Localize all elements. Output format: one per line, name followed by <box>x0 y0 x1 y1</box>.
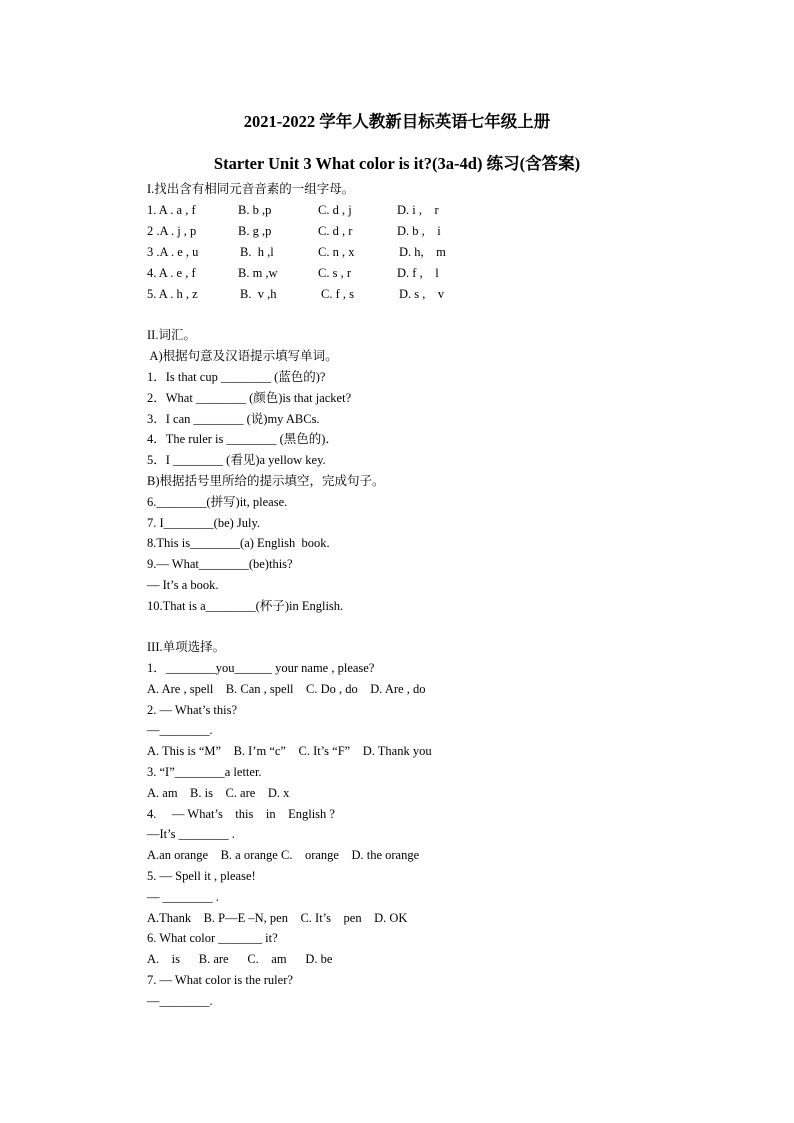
option-cell: 2 .A . j , p <box>147 224 197 238</box>
question-item: 10.That is a________(杯子)in English. <box>147 599 344 613</box>
option-cell: D. b , i <box>397 224 441 238</box>
option-cell: D. s , v <box>399 287 445 301</box>
option-cell: 4. A . e , f <box>147 266 196 280</box>
question-item: 8.This is________(a) English book. <box>147 536 330 550</box>
question-line: 2. — What’s this? <box>147 703 238 717</box>
option-cell: C. n , x <box>318 245 355 259</box>
document-subtitle: Starter Unit 3 What color is it?(3a-4d) 练习(含答案) <box>213 154 581 173</box>
question-item: 5．I ________ (看见)a yellow key. <box>147 453 326 467</box>
section-2-heading: II.词汇。 <box>147 328 196 342</box>
option-cell: D. h, m <box>399 245 446 259</box>
question-line: 4. — What’s this in English ? <box>147 807 335 821</box>
question-line: 5. — Spell it , please! <box>147 869 256 883</box>
option-cell: C. f , s <box>321 287 354 301</box>
section-2b-instruction: B)根据括号里所给的提示填空，完成句子。 <box>147 474 385 488</box>
option-cell: C. s , r <box>318 266 351 280</box>
question-line: 6. What color _______ it? <box>147 931 278 945</box>
option-cell: B. g ,p <box>238 224 272 238</box>
option-cell: B. h ,l <box>240 245 274 259</box>
answer-options: A. am B. is C. are D. x <box>147 786 290 800</box>
section-3-heading: III.单项选择。 <box>147 640 226 654</box>
answer-options: A. Are , spell B. Can , spell C. Do , do D. Are , do <box>147 682 426 696</box>
option-cell: B. b ,p <box>238 203 272 217</box>
answer-options: A. is B. are C. am D. be <box>147 952 333 966</box>
option-cell: 5. A . h , z <box>147 287 198 301</box>
question-item: 2．What ________ (颜色)is that jacket? <box>147 391 352 405</box>
question-line: — ________ . <box>147 890 219 904</box>
question-line: 1．________you______ your name , please? <box>147 661 375 675</box>
option-cell: C. d , r <box>318 224 353 238</box>
question-item: 1．Is that cup ________ (蓝色的)? <box>147 370 326 384</box>
option-cell: D. i , r <box>397 203 439 217</box>
question-line: —It’s ________ . <box>147 827 235 841</box>
question-line: 7. — What color is the ruler? <box>147 973 293 987</box>
question-line: —________. <box>147 994 213 1008</box>
question-item: 4．The ruler is ________ (黑色的)． <box>147 432 338 446</box>
question-line: —________. <box>147 723 213 737</box>
section-1-heading: I.找出含有相同元音音素的一组字母。 <box>147 182 355 196</box>
section-2a-instruction: A)根据句意及汉语提示填写单词。 <box>147 349 338 363</box>
question-line: 3. “I”________a letter. <box>147 765 262 779</box>
answer-options: A.an orange B. a orange C. orange D. the orange <box>147 848 420 862</box>
question-item: 7. I________(be) July. <box>147 516 261 530</box>
option-cell: B. m ,w <box>238 266 278 280</box>
question-item: — It’s a book. <box>147 578 219 592</box>
document-title: 2021-2022 学年人教新目标英语七年级上册 <box>243 112 551 131</box>
option-cell: C. d , j <box>318 203 352 217</box>
option-cell: 3 .A . e , u <box>147 245 199 259</box>
option-cell: B. v ,h <box>240 287 277 301</box>
option-cell: 1. A . a , f <box>147 203 196 217</box>
question-item: 3．I can ________ (说)my ABCs. <box>147 412 320 426</box>
answer-options: A. This is “M” B. I’m “c” C. It’s “F” D. Thank you <box>147 744 432 758</box>
option-cell: D. f , l <box>397 266 439 280</box>
answer-options: A.Thank B. P—E –N, pen C. It’s pen D. OK <box>147 911 408 925</box>
question-item: 6.________(拼写)it, please. <box>147 495 288 509</box>
question-item: 9.— What________(be)this? <box>147 557 293 571</box>
